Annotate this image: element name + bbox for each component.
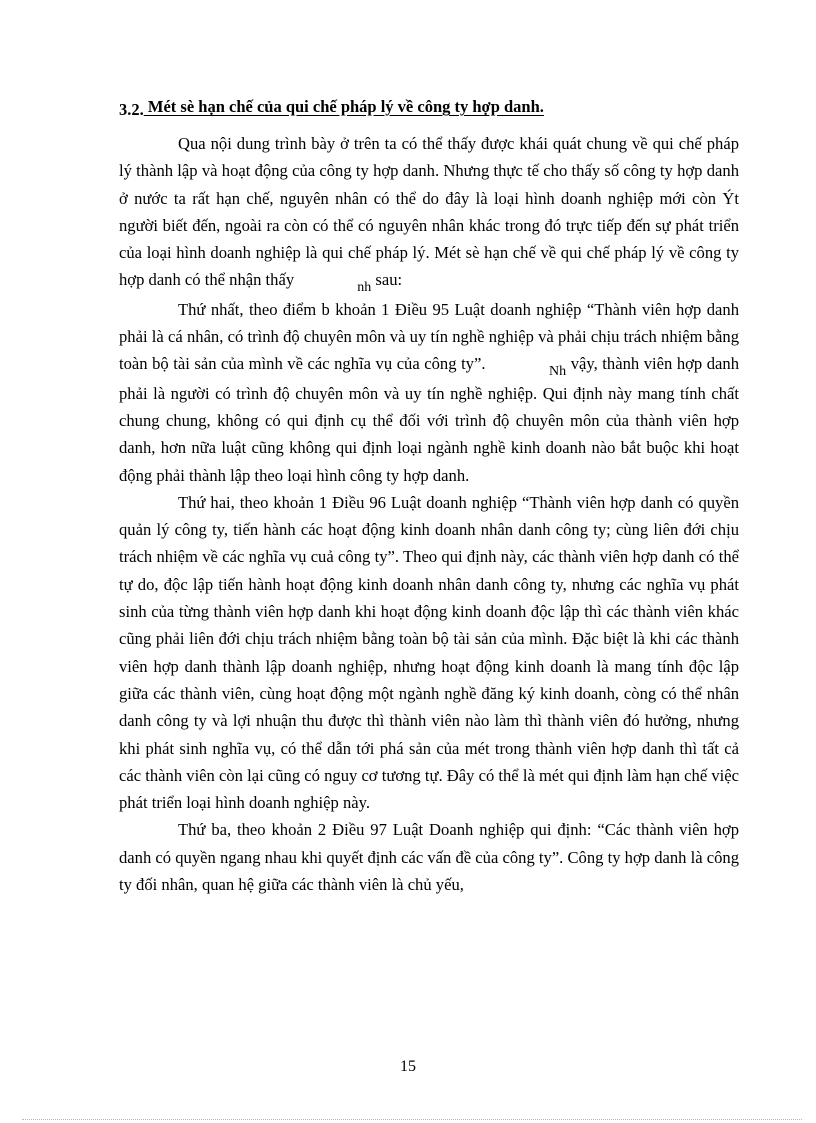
- section-title: Mét sè hạn chế của qui chế pháp lý về công ty hợp danh.: [143, 97, 544, 116]
- section-heading: [119, 96, 739, 118]
- page-border-divider: [22, 1119, 802, 1120]
- broken-word-fragment: nh: [357, 280, 372, 296]
- page-number: 15: [400, 1058, 416, 1075]
- paragraph-first-point: [119, 296, 739, 489]
- paragraph-text: Qua nội dung trình bày ở trên ta có thể thấy được khái quát chung về qui chế pháp lý thành lập và hoạt động của công ty hợp danh. Nhưng thực tế cho thấy số công ty hợp danh ở nước ta rất hạn chế, nguyên nhân có thể do đây là loại hình doanh nghiệp mới còn Ýt người biết đến, ngoài ra còn có thể có nguyên nhân khác trong đó trực tiếp đến sự phát triển của loại hình doanh nghiệp là qui chế pháp lý. Mét sè hạn chế về qui chế pháp lý về công ty hợp danh có thể nhận thấy: [119, 134, 739, 290]
- paragraph-text: sau:: [371, 270, 403, 290]
- broken-word-fragment: Nh: [549, 364, 567, 380]
- body-text: [119, 130, 739, 898]
- paragraph-text: vậy, thành viên hợp danh phải là người có trình độ chuyên môn và uy tín nghề nghiệp. Qui định này mang tính chất chung chung, không có qui định cụ thể đối với trình độ chuyên môn của thành viên hợp danh, hơn nữa luật cũng không qui định loại ngành nghề kinh doanh nào bắt buộc khi hoạt động phải thành lập theo loại hình công ty hợp danh.: [119, 354, 739, 485]
- paragraph-third-point: Thứ ba, theo khoản 2 Điều 97 Luật Doanh nghiệp qui định: “Các thành viên hợp danh có quyền ngang nhau khi quyết định các vấn đề của công ty”. Công ty hợp danh là công ty đối nhân, quan hệ giữa các thành viên là chủ yếu,: [119, 820, 739, 895]
- paragraph-text: Thứ nhất, theo điểm b khoản 1 Điều 95 Luật doanh nghiệp “Thành viên hợp danh phải là cá nhân, có trình độ chuyên môn và uy tín nghề nghiệp và phải chịu trách nhiệm bằng toàn bộ tài sản của mình về các nghĩa vụ của công ty”.: [119, 299, 739, 374]
- paragraph-second-point: Thứ hai, theo khoản 1 Điều 96 Luật doanh nghiệp “Thành viên hợp danh có quyền quản lý công ty, tiến hành các hoạt động kinh doanh nhân danh công ty; cùng liên đới chịu trách nhiệm về các nghĩa vụ cuả công ty”. Theo qui định này, các thành viên hợp danh có thể tự do, độc lập tiến hành hoạt động kinh doanh nhân danh công ty, nhưng các nghĩa vụ phát sinh của từng thành viên hợp danh khi hoạt động kinh doanh độc lập thì các thành viên khác cũng phải liên đới chịu trách nhiệm bằng toàn bộ tài sản của mình. Đặc biệt là khi các thành viên hợp danh thành lập doanh nghiệp, nhưng hoạt động kinh doanh là mang tính độc lập giữa các thành viên, cùng hoạt động một ngành nghề đăng ký kinh doanh, còng có thể nhân danh công ty và lợi nhuận thu được thì thành viên nào làm thì thành viên đó hưởng, nhưng khi phát sinh nghĩa vụ, có thể dẫn tới phá sản của mét trong thành viên hợp danh thì tất cả các thành viên còn lại cũng có nguy cơ tương tự. Đây có thể là mét qui định làm hạn chế việc phát triển loại hình doanh nghiệp này.: [119, 492, 739, 813]
- paragraph-intro: [119, 130, 739, 296]
- section-number: 3.2.: [119, 100, 144, 119]
